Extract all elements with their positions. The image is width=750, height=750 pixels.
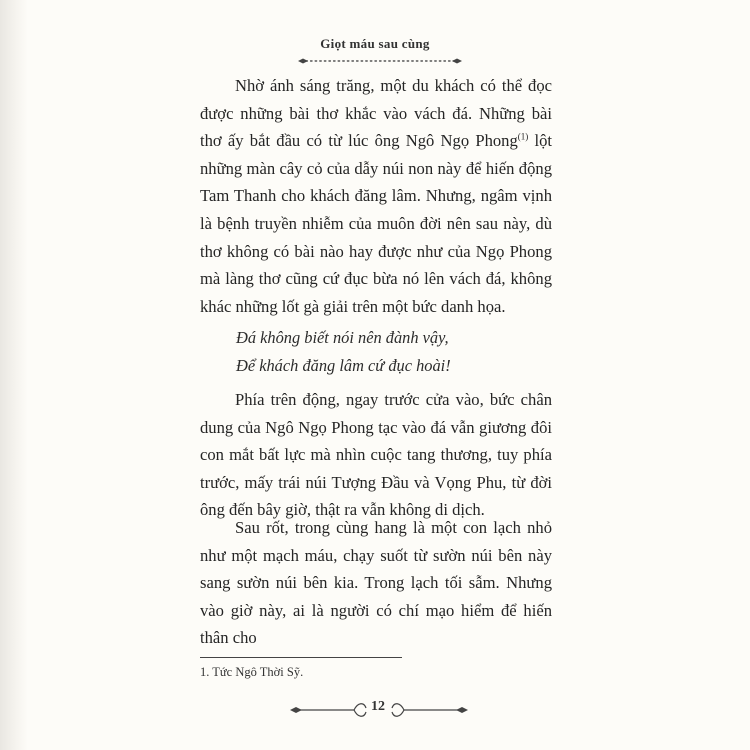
footnote-marker: (1)	[517, 131, 529, 142]
bleed-through-shadow	[205, 622, 545, 652]
poem-line-2: Để khách đăng lâm cứ đục hoài!	[236, 355, 451, 375]
paragraph-1-text-a: Nhờ ánh sáng trăng, một du khách có thể đọc được những bài thơ khắc vào vách đá. Những bài thơ ấy bắt đầu có từ lúc ông Ngô Ngọ Phong	[200, 76, 552, 151]
page-number: 12	[371, 699, 385, 714]
paragraph-2: Phía trên động, ngay trước cửa vào, bức chân dung của Ngô Ngọ Phong tạc vào đá vẫn giương đôi con mắt bất lực mà nhìn cuộc tang thương, tuy phía trước, mấy trái núi Tượng Đầu và Vọng Phu, từ đời ông đến bây giờ, thật ra vẫn không di dịch.	[200, 390, 552, 520]
footnote-divider	[200, 657, 402, 658]
running-header-title: Giọt máu sau cùng	[320, 36, 430, 51]
poem-block	[236, 324, 566, 379]
paragraph-1-text-b: lột những màn cây cỏ của dẫy núi non này để hiến động Tam Thanh cho khách đăng lâm. Nhưng, ngâm vịnh là bệnh truyền nhiễm của muôn đời nên sau này, dù thơ không có bài nào hay được như của Ngọ Phong mà làng thơ cũng cứ đục bừa nó lên vách đá, không khác những lốt gà giải trên một bức danh họa.	[200, 131, 553, 316]
header-dotted-ornament	[298, 56, 462, 66]
paragraph-1	[200, 72, 552, 320]
footnote-text: 1. Tức Ngô Thời Sỹ.	[200, 665, 304, 679]
poem-line-1: Đá không biết nói nên đành vậy,	[236, 328, 449, 347]
paragraph-3: Sau rốt, trong cùng hang là một con lạch nhỏ như một mạch máu, chạy suốt từ sườn núi bên này sang sườn núi bên kia. Trong lạch tối sẫm. Nhưng vào giờ này, ai là người có chí mạo hiểm để hiến thân cho	[200, 518, 552, 648]
